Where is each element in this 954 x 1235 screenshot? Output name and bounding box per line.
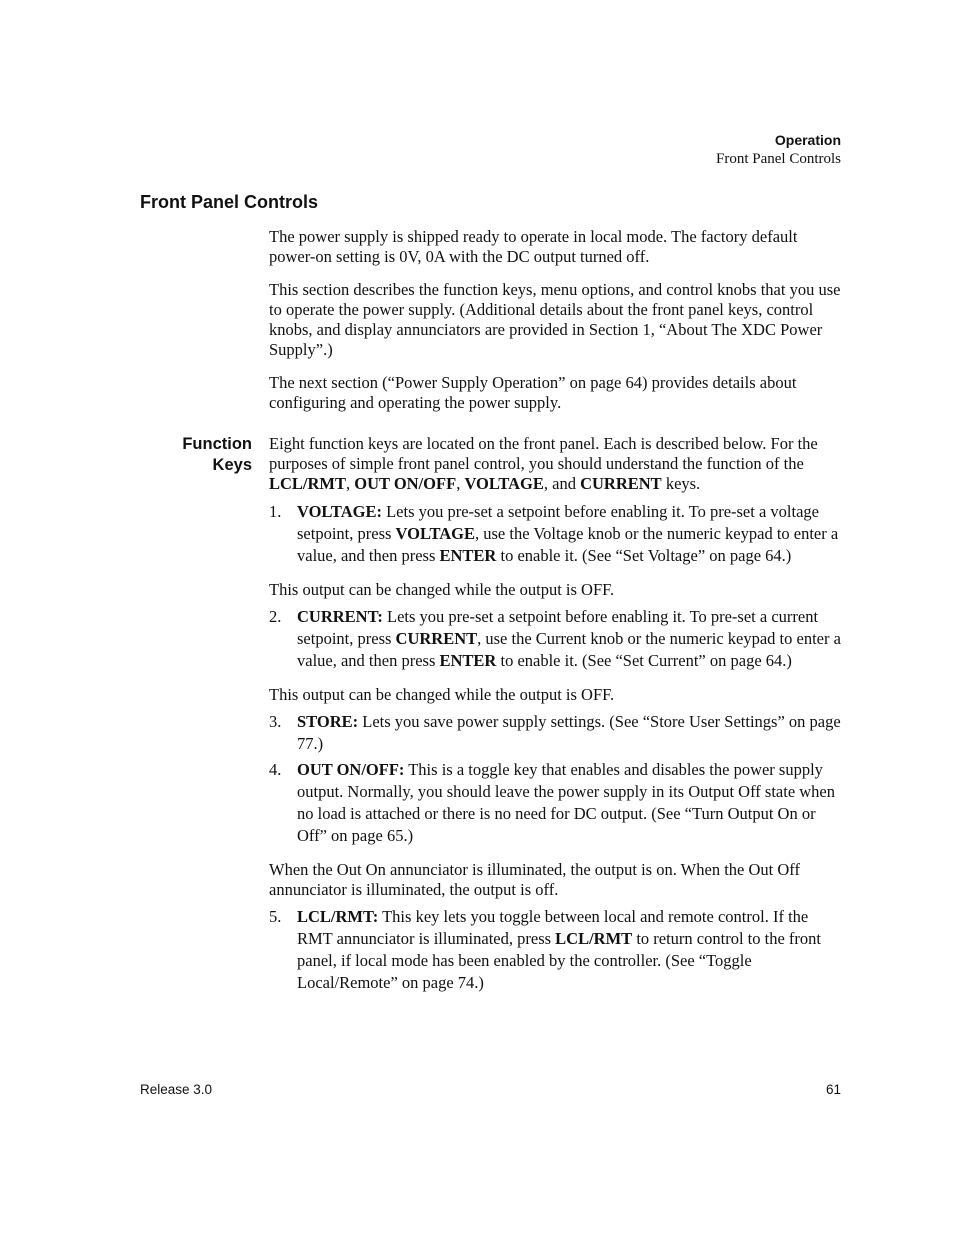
intro-paragraph: This section describes the function keys, menu options, and control knobs that you use to operate the power supply. (Additional details about the front panel keys, control knobs, and display annunciators are provided in Section 1, “About The XDC Power Supply”.) — [269, 280, 841, 359]
section-heading: Front Panel Controls — [140, 192, 319, 212]
footer-page-number: 61 — [825, 1082, 841, 1097]
function-keys-block — [269, 434, 844, 1007]
list-item-lcl-rmt: 5. LCL/RMT: This key lets you toggle between local and remote control. If the RMT annunciator is illuminated, press LCL/RMT to return control to the front panel, if local mode has been enabled by the controller. (See “Toggle Local/Remote” on page 74.) — [269, 907, 821, 992]
intro-paragraph: The power supply is shipped ready to operate in local mode. The factory default power-on setting is 0V, 0A with the DC output turned off. — [269, 227, 798, 266]
list-item-store: 3. STORE: Lets you save power supply settings. (See “Store User Settings” on page 77.) — [269, 712, 841, 753]
function-keys-intro: Eight function keys are located on the front panel. Each is described below. For the purposes of simple front panel control, you should understand the function of the LCL/RMT, OUT ON/OFF, VOLTAGE, and CURRENT keys. — [269, 434, 818, 493]
list-item-out-on-off: 4. OUT ON/OFF: This is a toggle key that enables and disables the power supply output. Normally, you should leave the power supply in its Output Off state when no load is attached or there is no need for DC output. (See “Turn Output On or Off” on page 65.) — [269, 760, 836, 845]
running-header-chapter: Operation — [774, 132, 841, 148]
intro-paragraph: The next section (“Power Supply Operation” on page 64) provides details about configuring and operating the power supply. — [269, 373, 797, 412]
note-out-on-off: When the Out On annunciator is illuminated, the output is on. When the Out Off annunciator is illuminated, the output is off. — [269, 860, 800, 899]
list-item-current: 2. CURRENT: Lets you pre-set a setpoint before enabling it. To pre-set a current setpoint, press CURRENT, use the Current knob or the numeric keypad to enter a value, and then press ENTER to enable it. (See “Set Current” on page 64.) — [269, 607, 841, 670]
intro-block — [269, 227, 844, 426]
running-header-section: Front Panel Controls — [715, 151, 841, 167]
note-voltage: This output can be changed while the output is OFF. — [269, 580, 615, 599]
list-item-voltage: 1. VOLTAGE: Lets you pre-set a setpoint before enabling it. To pre-set a voltage setpoint, press VOLTAGE, use the Voltage knob or the numeric keypad to enter a value, and then press ENTER to enable it. (See “Set Voltage” on page 64.) — [269, 502, 839, 565]
running-header — [716, 130, 841, 168]
function-keys-heading: Function Keys — [182, 435, 252, 474]
footer-release: Release 3.0 — [140, 1082, 213, 1097]
note-current: This output can be changed while the output is OFF. — [269, 685, 615, 704]
